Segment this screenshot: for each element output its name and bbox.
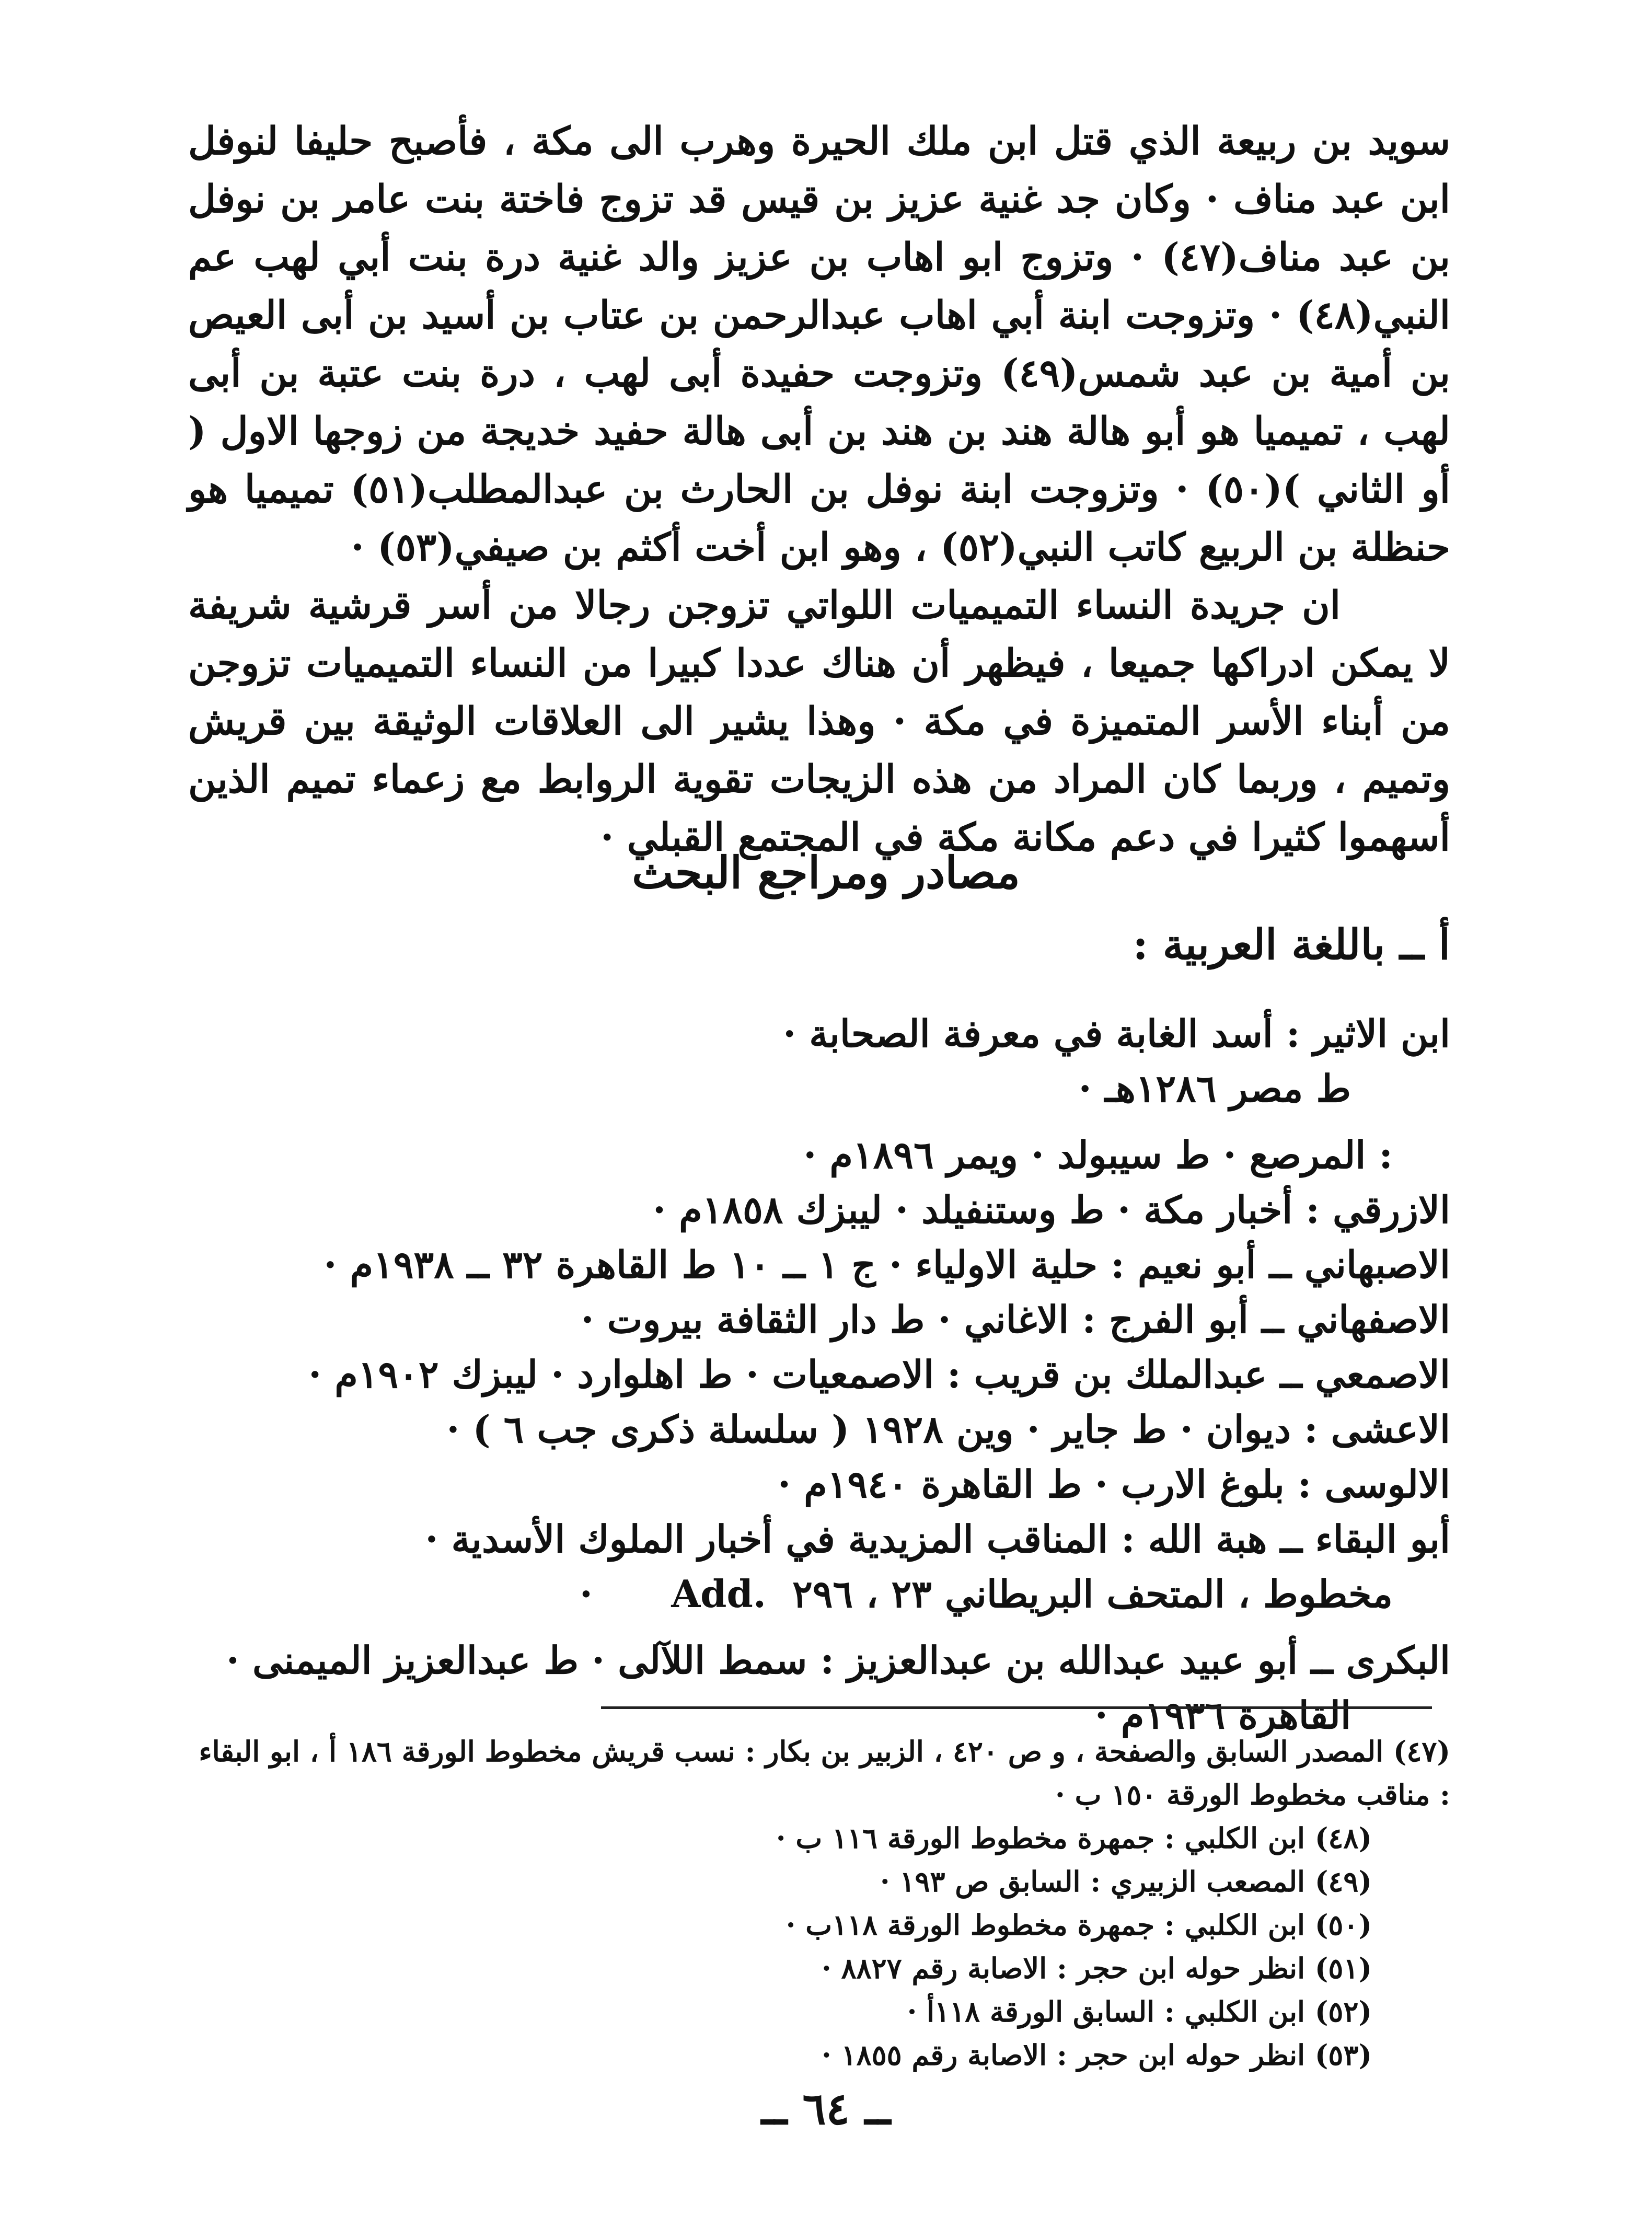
footnote-divider [601, 1706, 1432, 1709]
footnote: (٤٨) ابن الكلبي : جمهرة مخطوط الورقة ١١٦ ب · [776, 1821, 1372, 1855]
section-heading: مصادر ومراجع البحث [632, 847, 1020, 898]
reference-entry-continuation: ط مصر ١٢٨٦هـ · [1078, 1066, 1351, 1111]
footnote: (٥٠) ابن الكلبي : جمهرة مخطوط الورقة ١١٨ب · [785, 1908, 1372, 1942]
reference-entry-continuation: مخطوط ، المتحف البريطاني ٢٣ ، ٢٩٦ Add. · [579, 1572, 1393, 1616]
paragraph-1: سويد بن ربيعة الذي قتل ابن ملك الحيرة وهرب الى مكة ، فأصبح حليفا لنوفل ابن عبد مناف · وكان جد غنية عزيز بن قيس قد تزوج فاختة بنت عامر بن نوفل بن عبد مناف(٤٧) · وتزوج ابو اهاب بن عزيز والد غنية درة بنت أبي لهب عم النبي(٤٨) · وتزوجت ابنة أبي اهاب عبدالرحمن بن عتاب بن أسيد بن أبى العيص بن أمية بن عبد شمس(٤٩) وتزوجت حفيدة أبى لهب ، درة بنت عتبة بن أبى لهب ، تميميا هو أبو هالة هند بن هند بن أبى هالة حفيد خديجة من زوجها الاول ( أو الثاني )(٥٠) · وتزوجت ابنة نوفل بن الحارث بن عبدالمطلب(٥١) تميميا هو حنظلة بن الربيع كاتب النبي(٥٢) ، وهو ابن أخت أكثم بن صيفي(٥٣) · [188, 119, 1450, 570]
footnote: (٥١) انظر حوله ابن حجر : الاصابة رقم ٨٨٢٧ · [822, 1952, 1372, 1985]
footnote: (٤٧) المصدر السابق والصفحة ، و ص ٤٢٠ ، الزبير بن بكار : نسب قريش مخطوط الورقة ١٨٦ أ ، ابو البقاء : مناقب مخطوط الورقة ١٥٠ ب · [199, 1735, 1450, 1811]
reference-entry: البكرى ــ أبو عبيد عبدالله بن عبدالعزيز : سمط اللآلى · ط عبدالعزيز الميمنى · [226, 1638, 1450, 1682]
body-text [188, 112, 1450, 867]
footnote: (٤٩) المصعب الزبيري : السابق ص ١٩٣ · [880, 1865, 1372, 1898]
reference-manuscript-code: Add. [671, 1572, 766, 1616]
reference-entry: الاصمعي ــ عبدالملك بن قريب : الاصمعيات · ط اهلوارد · ليبزك ١٩٠٢م · [308, 1352, 1450, 1396]
reference-entry-continuation: القاهرة ١٩٣٦م · [1094, 1693, 1351, 1737]
reference-entry: الاعشى : ديوان · ط جاير · وين ١٩٢٨ ( سلسلة ذكرى جب ٦ ) · [446, 1407, 1450, 1451]
reference-manuscript-text: مخطوط ، المتحف البريطاني ٢٣ ، ٢٩٦ [792, 1572, 1393, 1616]
reference-entry: الاصفهاني ــ أبو الفرج : الاغاني · ط دار الثقافة بيروت · [581, 1297, 1450, 1342]
section-subheading: أ ــ باللغة العربية : [1133, 920, 1450, 969]
reference-entry: الاصبهاني ــ أبو نعيم : حلية الاولياء · ج ١ ــ ١٠ ط القاهرة ٣٢ ــ ١٩٣٨م · [324, 1242, 1450, 1287]
page-number: ــ ٦٤ ــ [761, 2083, 891, 2134]
footnotes [188, 1730, 1450, 2077]
reference-entry: الازرقي : أخبار مكة · ط وستنفيلد · ليبزك ١٨٥٨م · [653, 1187, 1450, 1232]
reference-list [188, 1006, 1450, 1742]
reference-entry: ابن الاثير : أسد الغابة في معرفة الصحابة · [783, 1011, 1450, 1056]
footnote: (٥٣) انظر حوله ابن حجر : الاصابة رقم ١٨٥٥ · [822, 2038, 1372, 2072]
footnote: (٥٢) ابن الكلبي : السابق الورقة ١١٨أ · [907, 1995, 1372, 2028]
reference-entry: الالوسى : بلوغ الارب · ط القاهرة ١٩٤٠م · [777, 1462, 1450, 1506]
reference-entry: : المرصع · ط سيبولد · ويمر ١٨٩٦م · [803, 1133, 1393, 1177]
paragraph-2: ان جريدة النساء التميميات اللواتي تزوجن رجالا من أسر قرشية شريفة لا يمكن ادراكها جميعا ، فيظهر أن هناك عددا كبيرا من النساء التميميات تزوجن من أبناء الأسر المتميزة في مكة · وهذا يشير الى العلاقات الوثيقة بين قريش وتميم ، وربما كان المراد من هذه الزيجات تقوية الروابط مع زعماء تميم الذين أسهموا كثيرا في دعم مكانة مكة في المجتمع القبلي · [188, 583, 1450, 860]
reference-entry: أبو البقاء ــ هبة الله : المناقب المزيدية في أخبار الملوك الأسدية · [425, 1517, 1450, 1561]
